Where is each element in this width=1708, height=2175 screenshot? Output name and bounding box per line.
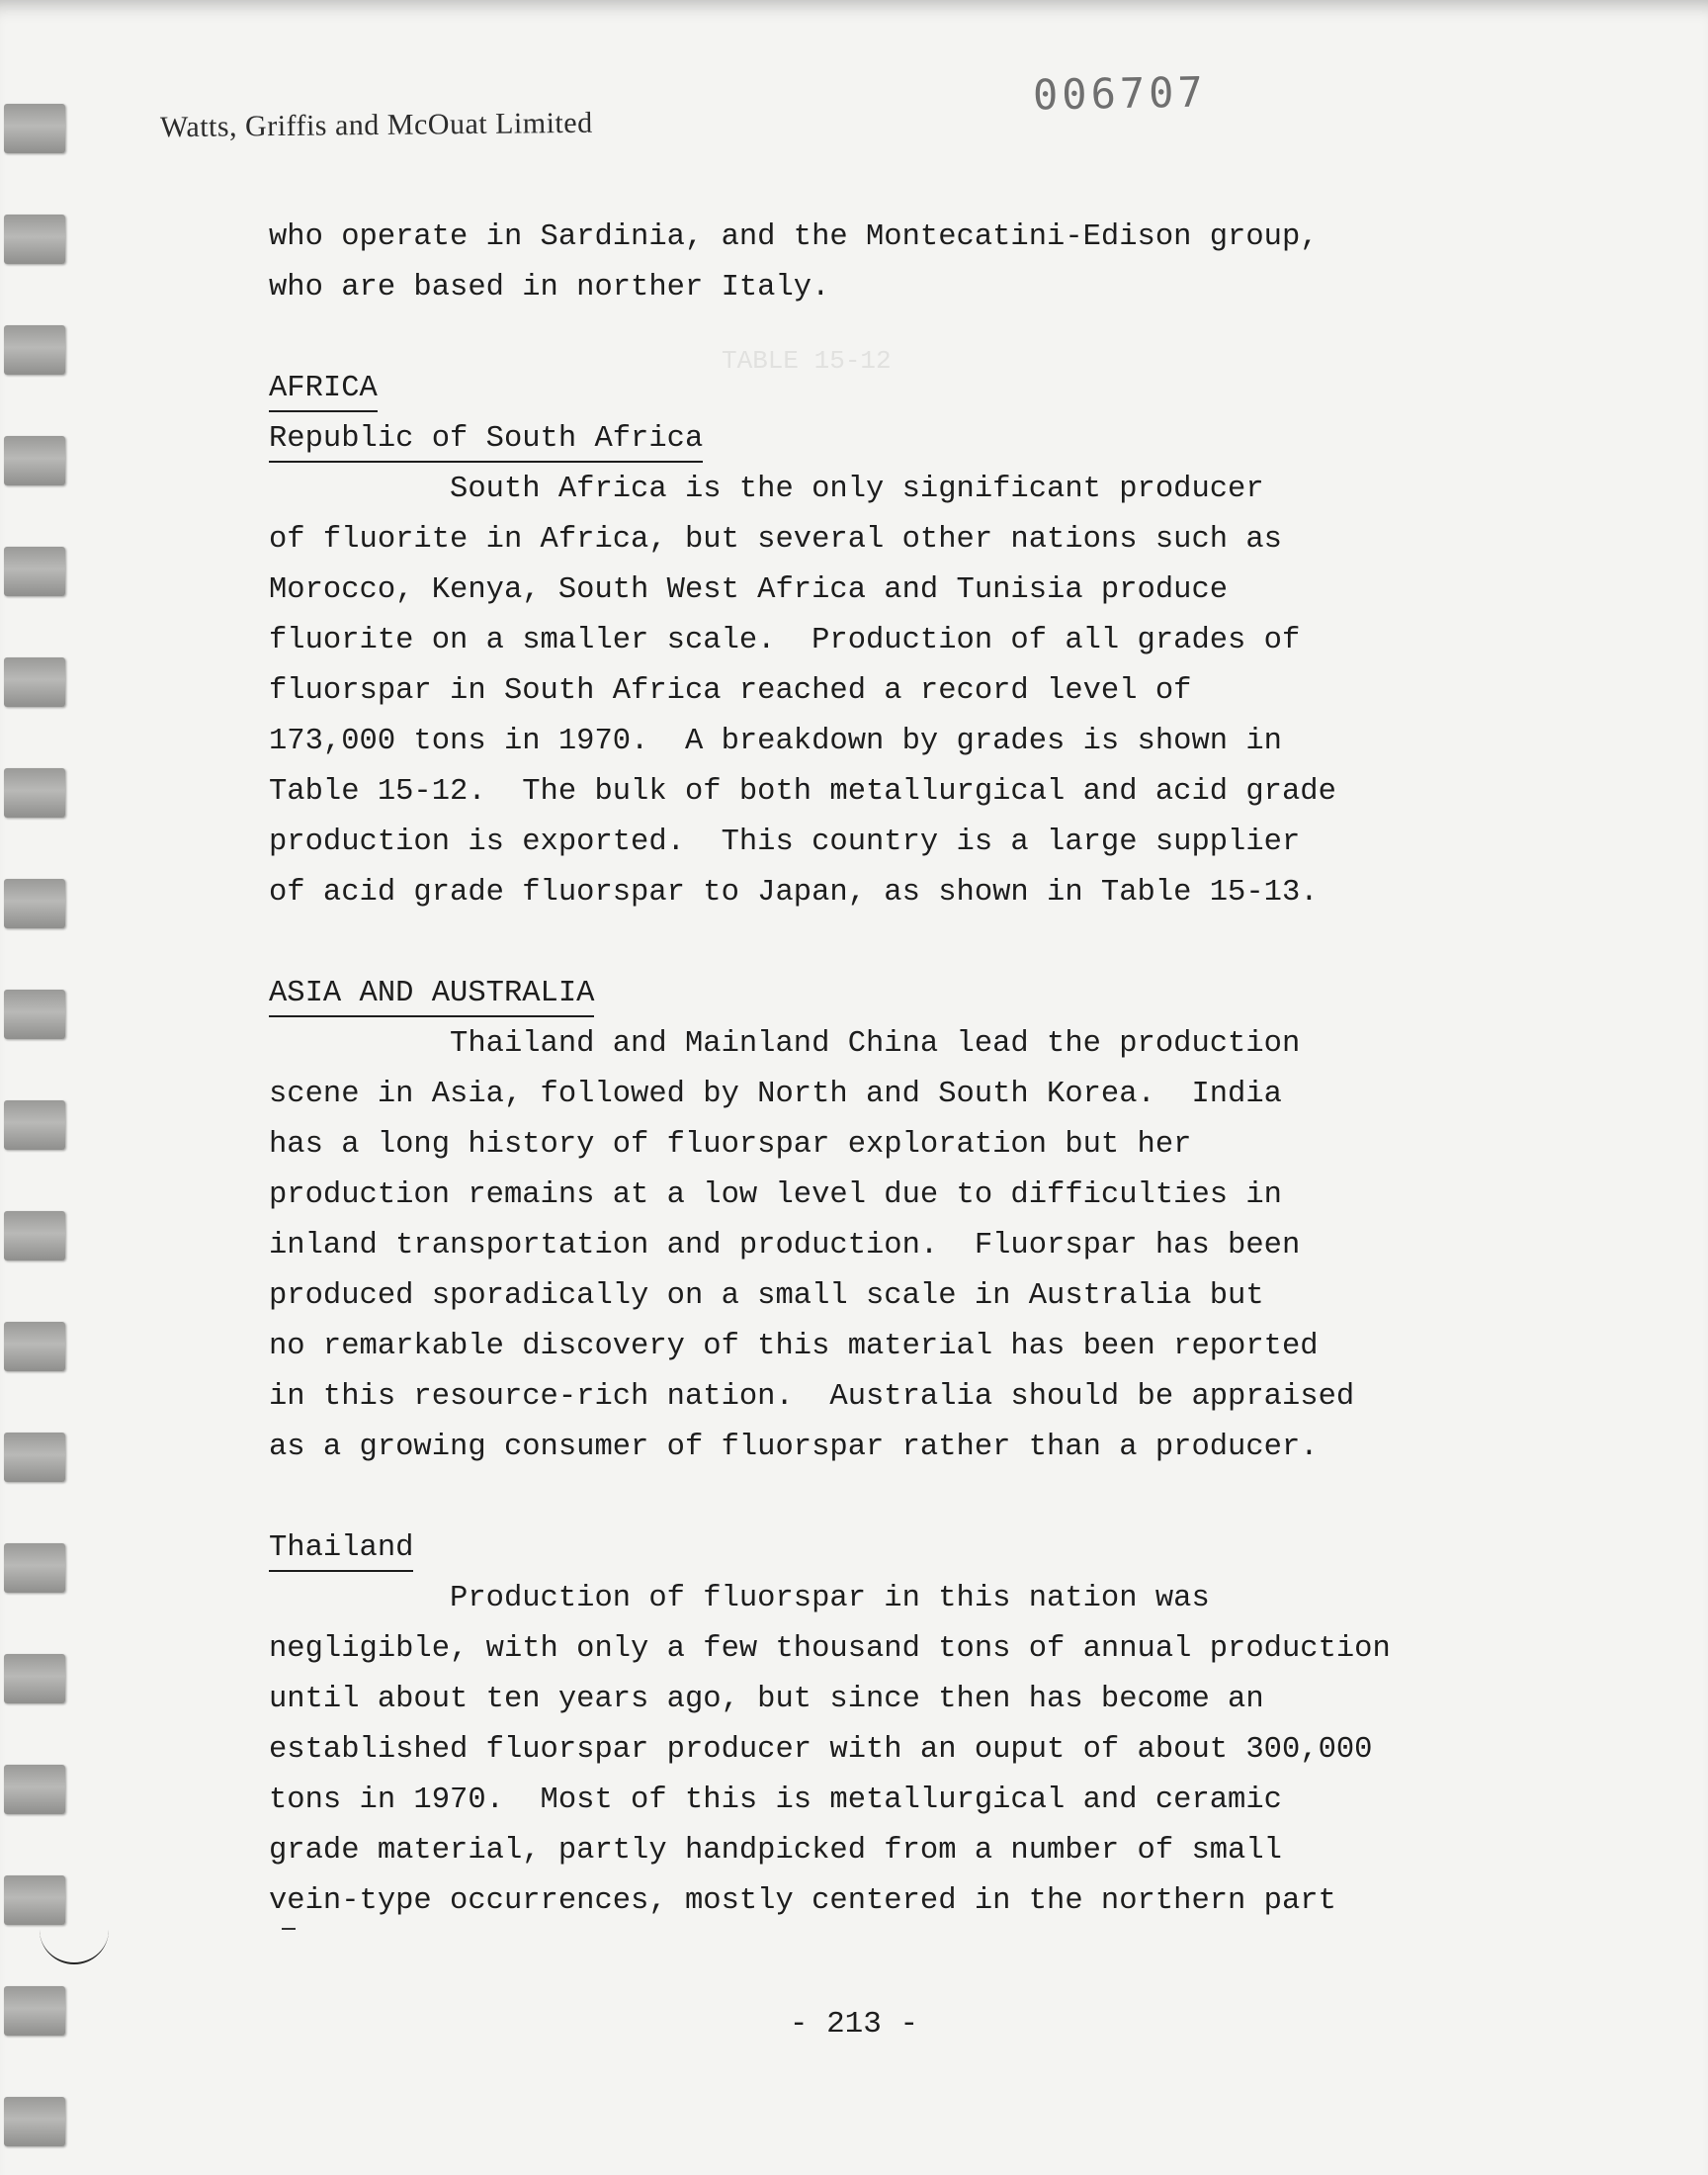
binding-hole	[4, 547, 65, 596]
text-line: has a long history of fluorspar exploration but her	[269, 1128, 1192, 1162]
text-line: established fluorspar producer with an ouput of about 300,000	[269, 1733, 1373, 1767]
document-number-stamp: 006707	[1032, 67, 1208, 120]
body-text	[269, 213, 1544, 1927]
text-line: negligible, with only a few thousand tons of annual production	[269, 1632, 1391, 1666]
heading-text: AFRICA	[269, 367, 378, 412]
text-line: Morocco, Kenya, South West Africa and Tunisia produce	[269, 573, 1229, 607]
binding-hole	[4, 1765, 65, 1814]
text-line: vein-type occurrences, mostly centered in the northern part	[269, 1884, 1336, 1918]
binding-hole	[4, 1875, 65, 1925]
binding-hole	[4, 1543, 65, 1593]
text-line: of acid grade fluorspar to Japan, as shown in Table 15-13.	[269, 876, 1319, 910]
text-line: fluorite on a smaller scale. Production of all grades of	[269, 624, 1301, 657]
bleed-through-text: TABLE 15-12	[722, 346, 892, 376]
company-letterhead: Watts, Griffis and McOuat Limited	[159, 106, 593, 144]
binding-hole	[4, 879, 65, 928]
binding-hole	[4, 104, 65, 153]
text-line: production remains at a low level due to difficulties in	[269, 1178, 1282, 1212]
binding-hole	[4, 768, 65, 818]
stray-mark	[282, 1928, 296, 1930]
text-line: of fluorite in Africa, but several other nations such as	[269, 523, 1282, 557]
binding-hole	[4, 436, 65, 485]
text-line: grade material, partly handpicked from a number of small	[269, 1834, 1282, 1868]
text-line: 173,000 tons in 1970. A breakdown by grades is shown in	[269, 725, 1282, 758]
subsection-heading-thailand	[269, 1523, 1544, 1574]
text-line: inland transportation and production. Fluorspar has been	[269, 1229, 1301, 1262]
text-line: who operate in Sardinia, and the Montecatini-Edison group,	[269, 220, 1319, 254]
text-line: in this resource-rich nation. Australia should be appraised	[269, 1380, 1355, 1414]
heading-text: Republic of South Africa	[269, 417, 703, 463]
binding-hole	[4, 990, 65, 1039]
section-heading-asia-australia	[269, 969, 1544, 1019]
binding-hole	[4, 1322, 65, 1371]
text-line: who are based in norther Italy.	[269, 271, 830, 304]
text-line: as a growing consumer of fluorspar rather than a producer.	[269, 1431, 1319, 1464]
binding-hole	[4, 1654, 65, 1703]
text-line: Production of fluorspar in this nation was	[269, 1582, 1210, 1615]
text-line: fluorspar in South Africa reached a record level of	[269, 674, 1192, 708]
text-line: Table 15-12. The bulk of both metallurgical and acid grade	[269, 775, 1336, 809]
spiral-binding	[0, 89, 74, 2165]
text-line: no remarkable discovery of this material has been reported	[269, 1330, 1319, 1363]
page-number: - 213 -	[789, 2007, 919, 2042]
subsection-heading-south-africa	[269, 414, 1544, 465]
text-line: production is exported. This country is a large supplier	[269, 826, 1301, 859]
binding-hole	[4, 1211, 65, 1261]
binding-hole	[4, 657, 65, 707]
text-line: scene in Asia, followed by North and South Korea. India	[269, 1078, 1282, 1111]
binding-hole	[4, 325, 65, 375]
heading-text: ASIA AND AUSTRALIA	[269, 972, 594, 1017]
binding-hole	[4, 215, 65, 264]
text-line: South Africa is the only significant producer	[269, 473, 1264, 506]
section-heading-africa	[269, 364, 1544, 414]
text-line: tons in 1970. Most of this is metallurgical and ceramic	[269, 1784, 1282, 1817]
binding-hole	[4, 1433, 65, 1482]
text-line: Thailand and Mainland China lead the production	[269, 1027, 1301, 1061]
heading-text: Thailand	[269, 1526, 413, 1572]
text-line: until about ten years ago, but since then has become an	[269, 1683, 1264, 1716]
binding-hole	[4, 1100, 65, 1150]
text-line: produced sporadically on a small scale in Australia but	[269, 1279, 1264, 1313]
binding-hole	[4, 2097, 65, 2146]
